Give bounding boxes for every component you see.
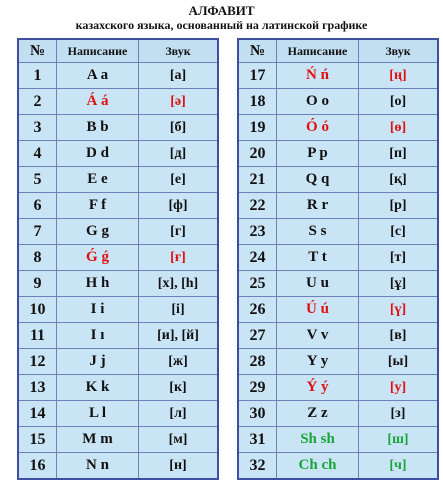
page-title: АЛФАВИТ	[188, 3, 255, 18]
letter-writing: U u	[277, 271, 359, 297]
letter-writing: I ı	[57, 323, 139, 349]
letter-number: 8	[19, 245, 57, 271]
letter-writing: K k	[57, 375, 139, 401]
letter-writing: Q q	[277, 167, 359, 193]
letter-number: 12	[19, 349, 57, 375]
letter-sound: [б]	[139, 115, 217, 141]
letter-writing: S s	[277, 219, 359, 245]
letter-number: 3	[19, 115, 57, 141]
letter-sound: [ә]	[139, 89, 217, 115]
letter-sound: [е]	[139, 167, 217, 193]
alphabet-tables	[0, 38, 443, 480]
letter-number: 14	[19, 401, 57, 427]
letter-sound: [ы]	[359, 349, 437, 375]
letter-writing: Ch ch	[277, 453, 359, 478]
letter-sound: [ш]	[359, 427, 437, 453]
letter-writing: Ú ú	[277, 297, 359, 323]
table-row	[239, 115, 437, 141]
table-row	[19, 245, 217, 271]
letter-writing: Ǵ ǵ	[57, 245, 139, 271]
letter-writing: R r	[277, 193, 359, 219]
header-sound: Звук	[359, 40, 437, 63]
letter-sound: [п]	[359, 141, 437, 167]
table-row	[239, 193, 437, 219]
letter-sound: [г]	[139, 219, 217, 245]
letter-writing: H h	[57, 271, 139, 297]
letter-writing: Ó ó	[277, 115, 359, 141]
letter-number: 20	[239, 141, 277, 167]
letter-writing: N n	[57, 453, 139, 478]
table-row	[19, 349, 217, 375]
table-row	[239, 297, 437, 323]
letter-number: 16	[19, 453, 57, 478]
letter-number: 9	[19, 271, 57, 297]
letter-sound: [с]	[359, 219, 437, 245]
header-writing: Написание	[277, 40, 359, 63]
letter-number: 28	[239, 349, 277, 375]
letter-number: 6	[19, 193, 57, 219]
header-sound: Звук	[139, 40, 217, 63]
alphabet-table-right	[237, 38, 439, 480]
alphabet-table-left	[17, 38, 219, 480]
letter-number: 13	[19, 375, 57, 401]
letter-sound: [х], [h]	[139, 271, 217, 297]
table-row	[19, 63, 217, 89]
letter-writing: P p	[277, 141, 359, 167]
header-num: №	[239, 40, 277, 63]
letter-sound: [ғ]	[139, 245, 217, 271]
letter-writing: Á á	[57, 89, 139, 115]
table-row	[19, 271, 217, 297]
letter-sound: [з]	[359, 401, 437, 427]
page-subtitle: казахского языка, основанный на латинской графике	[75, 18, 368, 32]
table-row	[19, 89, 217, 115]
header-num: №	[19, 40, 57, 63]
letter-writing: G g	[57, 219, 139, 245]
table-row	[239, 167, 437, 193]
letter-number: 21	[239, 167, 277, 193]
letter-number: 32	[239, 453, 277, 478]
letter-sound: [т]	[359, 245, 437, 271]
letter-writing: B b	[57, 115, 139, 141]
letter-sound: [ч]	[389, 457, 407, 473]
letter-sound: [қ]	[359, 167, 437, 193]
table-row	[239, 271, 437, 297]
letter-number: 4	[19, 141, 57, 167]
table-row	[19, 193, 217, 219]
table-header-row	[239, 40, 437, 63]
letter-writing: J j	[57, 349, 139, 375]
letter-sound: [и], [й]	[139, 323, 217, 349]
table-row	[239, 323, 437, 349]
table-row	[239, 141, 437, 167]
table-row	[19, 219, 217, 245]
letter-number: 22	[239, 193, 277, 219]
table-row	[239, 219, 437, 245]
letter-sound: [р]	[359, 193, 437, 219]
letter-number: 31	[239, 427, 277, 453]
letter-writing: E e	[57, 167, 139, 193]
letter-number: 2	[19, 89, 57, 115]
letter-writing: I i	[57, 297, 139, 323]
letter-sound: [в]	[359, 323, 437, 349]
table-row	[19, 453, 217, 478]
letter-sound: [а]	[139, 63, 217, 89]
letter-number: 30	[239, 401, 277, 427]
letter-writing: Z z	[277, 401, 359, 427]
letter-writing: V v	[277, 323, 359, 349]
letter-sound: [і]	[139, 297, 217, 323]
table-row	[239, 245, 437, 271]
letter-sound: [д]	[139, 141, 217, 167]
letter-number: 19	[239, 115, 277, 141]
letter-writing: F f	[57, 193, 139, 219]
letter-number: 27	[239, 323, 277, 349]
letter-number: 24	[239, 245, 277, 271]
letter-sound: [м]	[139, 427, 217, 453]
table-row	[19, 427, 217, 453]
letter-number: 17	[239, 63, 277, 89]
letter-number: 5	[19, 167, 57, 193]
letter-sound: [л]	[139, 401, 217, 427]
letter-number: 15	[19, 427, 57, 453]
table-row	[19, 323, 217, 349]
table-header-row	[19, 40, 217, 63]
header-writing: Написание	[57, 40, 139, 63]
table-body-left	[19, 63, 217, 478]
letter-writing: D d	[57, 141, 139, 167]
letter-sound: [ұ]	[359, 271, 437, 297]
letter-number: 7	[19, 219, 57, 245]
letter-sound: [ү]	[359, 297, 437, 323]
letter-number: 25	[239, 271, 277, 297]
table-row	[19, 141, 217, 167]
table-row	[239, 401, 437, 427]
letter-sound: [о]	[359, 89, 437, 115]
letter-sound: [ө]	[359, 115, 437, 141]
letter-number: 10	[19, 297, 57, 323]
letter-sound: [н]	[169, 457, 187, 473]
letter-number: 18	[239, 89, 277, 115]
table-row	[239, 89, 437, 115]
table-body-right	[239, 63, 437, 478]
letter-writing: Sh sh	[277, 427, 359, 453]
table-row	[239, 427, 437, 453]
letter-sound: [ж]	[139, 349, 217, 375]
letter-writing: Y y	[277, 349, 359, 375]
letter-sound: [у]	[359, 375, 437, 401]
letter-number: 23	[239, 219, 277, 245]
letter-writing: T t	[277, 245, 359, 271]
table-row	[239, 349, 437, 375]
table-row	[19, 297, 217, 323]
letter-writing: A a	[57, 63, 139, 89]
letter-number: 26	[239, 297, 277, 323]
letter-writing: L l	[57, 401, 139, 427]
table-row	[19, 401, 217, 427]
table-row	[19, 167, 217, 193]
letter-writing: Ý ý	[277, 375, 359, 401]
table-row	[239, 375, 437, 401]
table-row	[239, 453, 437, 478]
letter-number: 1	[19, 63, 57, 89]
table-row	[239, 63, 437, 89]
letter-sound: [ф]	[139, 193, 217, 219]
letter-sound: [к]	[139, 375, 217, 401]
table-row	[19, 115, 217, 141]
letter-number: 29	[239, 375, 277, 401]
table-row	[19, 375, 217, 401]
letter-writing: M m	[57, 427, 139, 453]
letter-sound: [ң]	[359, 63, 437, 89]
letter-writing: Ń ń	[277, 63, 359, 89]
letter-writing: O o	[277, 89, 359, 115]
letter-number: 11	[19, 323, 57, 349]
